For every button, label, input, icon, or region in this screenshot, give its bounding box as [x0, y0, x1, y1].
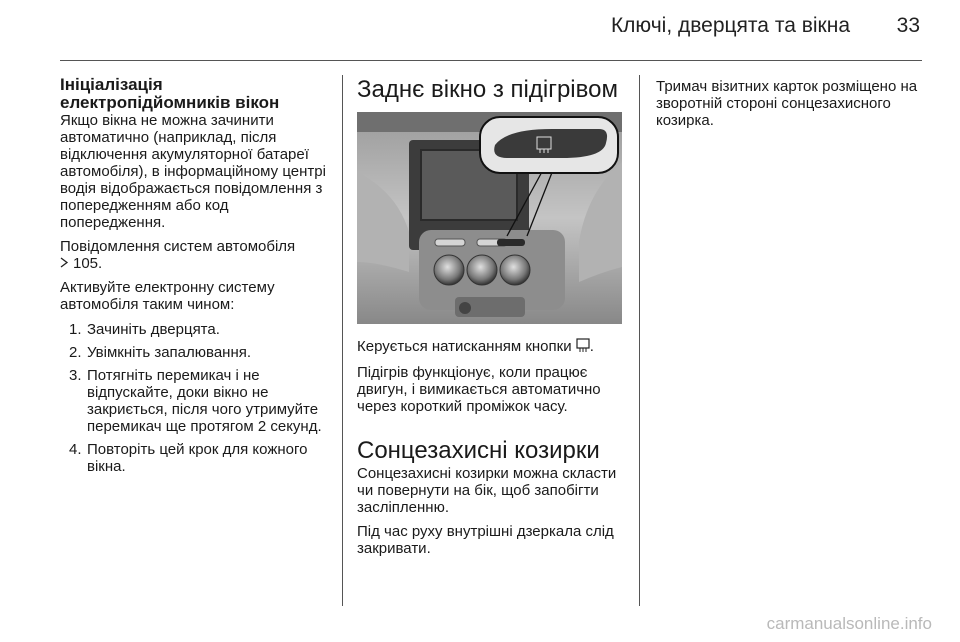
step-number: 3. [69, 367, 82, 384]
arrow-reference-icon [60, 255, 69, 272]
step-text: Повторіть цей крок для кожного вікна. [87, 441, 308, 475]
step-number: 2. [69, 344, 82, 361]
column-divider [342, 75, 343, 606]
paragraph: Тримач візитних карток розміщено на зворотній стороні сонцезахисного козирка. [656, 78, 918, 129]
column-2 [357, 76, 629, 557]
column-3 [656, 76, 928, 129]
step-text: Потягніть перемикач і не відпускайте, доки вікно не закриється, після чого утримуйте перемикач ще протягом 2 секунд. [87, 367, 322, 435]
paragraph: Сонцезахисні козирки можна скласти чи повернути на бік, щоб запобігти засліпленню. [357, 465, 617, 516]
column-1 [60, 76, 332, 481]
page-number: 33 [896, 14, 920, 37]
paragraph: Активуйте електронну систему автомобіля таким чином: [60, 279, 275, 313]
step-text: Увімкніть запалювання. [87, 344, 252, 361]
paragraph: Керується натисканням кнопки . [357, 338, 594, 355]
watermark: carmanualsonline.info [766, 614, 932, 633]
list-item [60, 441, 332, 475]
paragraph: Якщо вікна не можна зачинити автоматично (наприклад, після відключення акумуляторної батареї автомобіля), в інформаційному центрі водія відображається повідомлення з попередженням або код попередження. [60, 112, 326, 231]
list-item [60, 344, 332, 361]
paragraph: Повідомлення систем автомобіля [60, 238, 296, 255]
list-item [60, 367, 332, 435]
section-heading-window-init: Ініціалізація електропідйомників вікон [60, 75, 280, 112]
step-number: 4. [69, 441, 82, 458]
column-divider [639, 75, 640, 606]
step-number: 1. [69, 321, 82, 338]
section-heading-sun-visors: Сонцезахисні козирки [357, 437, 600, 464]
section-heading-rear-defrost: Заднє вікно з підігрівом [357, 76, 618, 103]
dashboard-illustration [357, 112, 622, 324]
header-title: Ключі, дверцята та вікна [610, 14, 850, 37]
paragraph: Підігрів функціонує, коли працює двигун, і вимикається автоматично через короткий проміжок часу. [357, 364, 601, 415]
dashboard-figure [357, 112, 622, 324]
cross-reference[interactable] [60, 255, 332, 272]
step-list [60, 321, 332, 475]
rear-window-defrost-icon [576, 338, 590, 357]
step-text: Зачиніть дверцята. [87, 321, 220, 338]
xref-page: 105. [73, 255, 103, 272]
header-rule [60, 60, 922, 61]
list-item [60, 321, 332, 338]
paragraph-text: Керується натисканням кнопки [357, 338, 572, 355]
paragraph: Під час руху внутрішні дзеркала слід закривати. [357, 523, 614, 557]
